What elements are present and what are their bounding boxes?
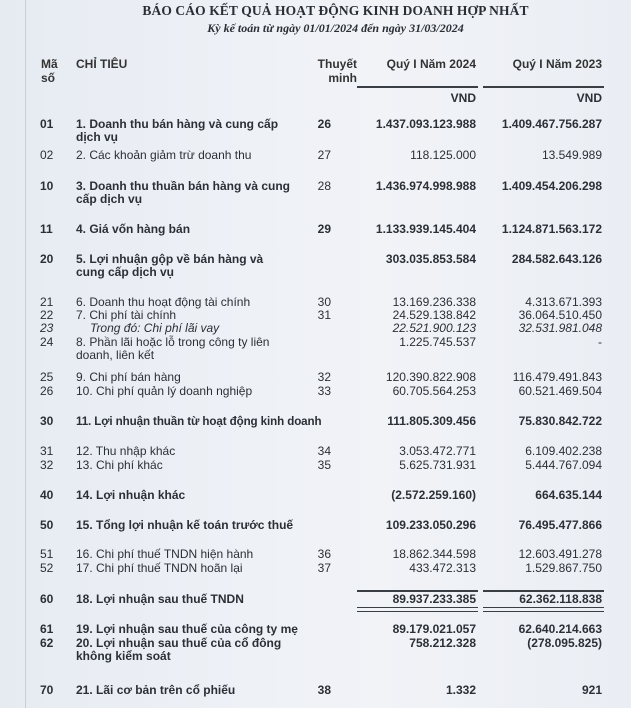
row-value-2024: 89.937.233.385 xyxy=(392,592,476,606)
column-header-code xyxy=(41,57,58,85)
row-value-2023: 13.549.989 xyxy=(541,148,602,162)
row-note: 38 xyxy=(317,683,331,697)
row-label: 3. Doanh thu thuần bán hàng và cung cấp dịch vụ xyxy=(76,179,291,206)
column-header-q1-2024: Quý I Năm 2024 xyxy=(386,57,476,71)
row-value-2024: 5.625.731.931 xyxy=(399,458,476,472)
row-value-2024: 1.436.974.998.988 xyxy=(375,179,476,193)
column-header-note-line1: Thuyết xyxy=(317,57,357,71)
row-label: 18. Lợi nhuận sau thuế TNDN xyxy=(76,592,244,606)
row-value-2024: 3.053.472.771 xyxy=(399,444,476,458)
row-value-2024: 89.179.021.057 xyxy=(392,622,476,636)
row-label: 20. Lợi nhuận sau thuế của cổ đông không kiểm soát xyxy=(76,636,282,663)
row-value-2023: 5.444.767.094 xyxy=(525,458,602,472)
report-period: Kỳ kế toán từ ngày 01/01/2024 đến ngày 31/03/2024 xyxy=(207,21,464,35)
row-value-2023: 62.640.214.663 xyxy=(518,622,602,636)
row-value-2023: 32.531.981.048 xyxy=(518,321,602,335)
row-value-2023: - xyxy=(598,335,602,349)
row-code: 40 xyxy=(40,488,54,502)
row-code: 62 xyxy=(40,636,54,650)
column-header-code-line1: Mã xyxy=(41,57,58,71)
column-underline-2024 xyxy=(357,86,478,88)
row-value-2023: 60.521.469.504 xyxy=(518,384,602,398)
row-value-2024: 60.705.564.253 xyxy=(392,384,476,398)
row-code: 01 xyxy=(40,117,54,131)
row-value-2023: 664.635.144 xyxy=(535,488,602,502)
row-value-2023: 4.313.671.393 xyxy=(525,295,602,309)
row-value-2023: 116.479.491.843 xyxy=(512,370,602,384)
row-label: 13. Chi phí khác xyxy=(76,458,163,472)
row-code: 21 xyxy=(40,295,54,309)
row-value-2023: 921 xyxy=(581,683,602,697)
unit-label-2024: VND xyxy=(450,91,476,105)
row-code: 30 xyxy=(40,414,54,428)
column-header-note xyxy=(300,57,357,85)
row-note: 26 xyxy=(317,117,331,131)
row-code: 26 xyxy=(40,384,54,398)
row-note: 29 xyxy=(317,222,331,236)
row-label: 10. Chi phí quản lý doanh nghiệp xyxy=(76,384,253,398)
row-code: 32 xyxy=(40,458,54,472)
row-code: 24 xyxy=(40,335,54,349)
row-value-2024: 18.862.344.598 xyxy=(392,547,476,561)
page-fold-line xyxy=(25,0,26,708)
row-label: 9. Chi phí bán hàng xyxy=(76,370,181,384)
row-code: 22 xyxy=(40,308,54,322)
row-code: 31 xyxy=(40,444,54,458)
row-note: 35 xyxy=(317,458,331,472)
row-value-2023: 1.529.867.750 xyxy=(525,561,602,575)
row-label: 5. Lợi nhuận gộp về bán hàng và cung cấp dịch vụ xyxy=(76,252,264,279)
row-label: 19. Lợi nhuận sau thuế của công ty mẹ xyxy=(76,622,298,636)
row-value-2024: 22.521.900.123 xyxy=(392,321,476,335)
row-label: Trong đó: Chi phí lãi vay xyxy=(90,321,220,335)
row-note: 36 xyxy=(317,547,331,561)
row-value-2024: 1.225.745.537 xyxy=(399,335,476,349)
row-code: 70 xyxy=(40,683,54,697)
report-title: BÁO CÁO KẾT QUẢ HOẠT ĐỘNG KINH DOANH HỢP NHẤT xyxy=(142,3,529,18)
row-note: 34 xyxy=(317,444,331,458)
row-label: 6. Doanh thu hoạt động tài chính xyxy=(76,295,251,309)
row-value-2023: 36.064.510.450 xyxy=(518,308,602,322)
report-header xyxy=(0,3,631,36)
row-value-2023: 1.409.467.756.287 xyxy=(501,117,602,131)
row-note: 32 xyxy=(317,370,331,384)
total-double-line-2023 xyxy=(483,607,604,612)
row-label: 1. Doanh thu bán hàng và cung cấp dịch vụ xyxy=(76,117,279,144)
row-value-2024: 111.805.309.456 xyxy=(387,414,476,428)
row-note: 28 xyxy=(317,179,331,193)
row-label: 21. Lãi cơ bản trên cổ phiếu xyxy=(76,683,236,697)
row-label: 16. Chi phí thuế TNDN hiện hành xyxy=(76,547,254,561)
row-value-2024: 109.233.050.296 xyxy=(385,518,476,532)
row-value-2023: 76.495.477.866 xyxy=(518,518,602,532)
row-value-2024: 1.437.093.123.988 xyxy=(375,117,476,131)
row-value-2023: 6.109.402.238 xyxy=(525,444,602,458)
row-value-2023: 75.830.842.722 xyxy=(518,414,602,428)
row-value-2024: 1.133.939.145.404 xyxy=(375,222,476,236)
row-value-2023: 12.603.491.278 xyxy=(518,547,602,561)
row-value-2024: 120.390.822.908 xyxy=(385,370,476,384)
row-label: 8. Phần lãi hoặc lỗ trong công ty liên doanh, liên kết xyxy=(76,335,270,362)
unit-label-2023: VND xyxy=(576,91,602,105)
row-value-2024: 13.169.236.338 xyxy=(392,295,476,309)
row-value-2023: 1.409.454.206.298 xyxy=(501,179,602,193)
column-header-q1-2023: Quý I Năm 2023 xyxy=(512,57,602,71)
column-header-note-line2: minh xyxy=(328,71,357,85)
row-value-2024: 24.529.138.842 xyxy=(392,308,476,322)
row-note: 27 xyxy=(317,148,331,162)
row-label: 15. Tổng lợi nhuận kế toán trước thuế xyxy=(76,518,294,532)
row-note: 30 xyxy=(317,295,331,309)
row-code: 20 xyxy=(40,252,54,266)
row-value-2024: 758.212.328 xyxy=(409,636,476,650)
row-value-2024: 118.125.000 xyxy=(410,148,476,162)
row-code: 02 xyxy=(40,148,54,162)
row-label: 12. Thu nhập khác xyxy=(76,444,176,458)
row-label: 11. Lợi nhuận thuần từ hoạt động kinh doanh xyxy=(76,415,322,428)
row-code: 61 xyxy=(40,622,54,636)
row-value-2024: (2.572.259.160) xyxy=(391,488,476,502)
column-underline-2023 xyxy=(483,86,604,88)
row-label: 14. Lợi nhuận khác xyxy=(76,488,186,502)
column-header-code-line2: số xyxy=(41,71,56,85)
row-code: 23 xyxy=(40,321,54,335)
total-double-line-2024 xyxy=(357,607,478,612)
row-value-2024: 303.035.853.584 xyxy=(385,252,476,266)
row-label: 2. Các khoản giảm trừ doanh thu xyxy=(76,148,252,162)
column-header-item: CHỈ TIÊU xyxy=(76,57,128,71)
row-value-2023: 1.124.871.563.172 xyxy=(501,222,602,236)
row-code: 10 xyxy=(40,179,54,193)
row-value-2023: (278.095.825) xyxy=(527,636,602,650)
row-code: 60 xyxy=(40,592,54,606)
row-note: 33 xyxy=(317,384,331,398)
row-code: 52 xyxy=(40,561,54,575)
row-value-2024: 433.472.313 xyxy=(409,561,476,575)
row-value-2023: 62.362.118.838 xyxy=(519,592,602,606)
row-label: 17. Chi phí thuế TNDN hoãn lại xyxy=(76,561,243,575)
row-code: 11 xyxy=(40,222,53,236)
row-code: 50 xyxy=(40,518,54,532)
row-value-2024: 1.332 xyxy=(445,683,476,697)
row-code: 51 xyxy=(40,547,54,561)
row-note: 31 xyxy=(317,308,331,322)
row-code: 25 xyxy=(40,370,54,384)
row-label: 7. Chi phí tài chính xyxy=(76,308,177,322)
row-note: 37 xyxy=(317,561,331,575)
row-label: 4. Giá vốn hàng bán xyxy=(76,222,191,236)
row-value-2023: 284.582.643.126 xyxy=(511,252,602,266)
